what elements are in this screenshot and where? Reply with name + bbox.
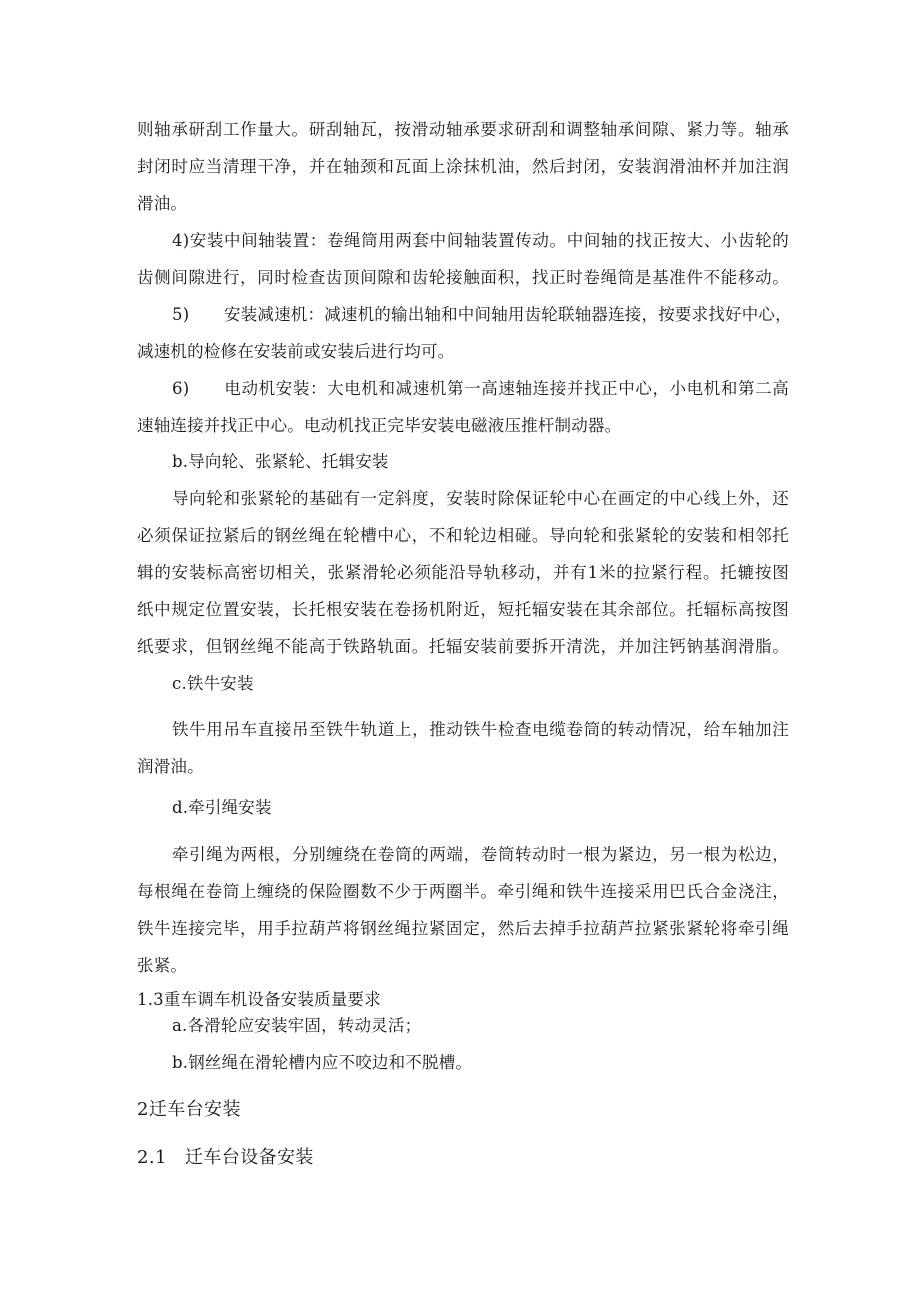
section-number: 2.1: [137, 1147, 167, 1168]
list-item: a.各滑轮应安装牢固，转动灵活；: [172, 1016, 422, 1035]
paragraph-line: 润滑油。: [137, 757, 204, 776]
item-text: 电动机安装：大电机和减速机第一高速轴连接并找正中心，小电机和第二高: [224, 379, 789, 398]
numbered-item: [172, 377, 789, 401]
paragraph-line: 铁牛用吊车直接吊至铁牛轨道上，推动铁牛检查电缆卷筒的转动情况，给车轴加注: [172, 720, 789, 739]
section-heading-1-3: 1.3重车调车机设备安装质量要求: [137, 990, 381, 1009]
item-number: 5): [172, 305, 190, 324]
section-heading-2: 2迁车台安装: [137, 1099, 241, 1120]
subsection-heading: d.牵引绳安装: [172, 798, 272, 817]
section-title: 迁车台设备安装: [185, 1147, 314, 1168]
section-heading-2-1: [137, 1146, 314, 1170]
paragraph-line: 封闭时应当清理干净，并在轴颈和瓦面上涂抹机油，然后封闭，安装润滑油杯并加注润: [137, 157, 789, 176]
paragraph-line: 则轴承研刮工作量大。研刮轴瓦，按滑动轴承要求研刮和调整轴承间隙、紧力等。轴承: [137, 120, 789, 139]
item-text: 安装减速机：减速机的输出轴和中间轴用齿轮联轴器连接，按要求找好中心，: [224, 305, 792, 324]
paragraph-line: 每根绳在卷筒上缠绕的保险圈数不少于两圈半。牵引绳和铁牛连接采用巴氏合金浇注，: [137, 882, 789, 901]
paragraph-line: 滑油。: [137, 194, 188, 213]
paragraph-line: 铁牛连接完毕，用手拉葫芦将钢丝绳拉紧固定，然后去掉手拉葫芦拉紧张紧轮将牵引绳: [137, 919, 789, 938]
paragraph-line: 4)安装中间轴装置：卷绳筒用两套中间轴装置传动。中间轴的找正按大、小齿轮的: [172, 231, 789, 250]
paragraph-line: 张紧。: [137, 956, 188, 975]
list-item: b.钢丝绳在滑轮槽内应不咬边和不脱槽。: [172, 1053, 473, 1072]
paragraph-line: 减速机的检修在安装前或安装后进行均可。: [137, 342, 455, 361]
paragraph-line: 辑的安装标高密切相关，张紧滑轮必须能沿导轨移动，并有1米的拉紧行程。托辘按图: [137, 563, 789, 582]
paragraph-line: 纸中规定位置安装，长托根安装在卷扬机附近，短托辐安装在其余部位。托辐标高按图: [137, 600, 789, 619]
paragraph-line: 齿侧间隙进行，同时检查齿顶间隙和齿轮接触面积，找正时卷绳筒是基准件不能移动。: [137, 268, 789, 287]
paragraph-line: 导向轮和张紧轮的基础有一定斜度，安装时除保证轮中心在画定的中心线上外，还: [172, 489, 789, 508]
subsection-heading: c.铁牛安装: [172, 674, 254, 693]
paragraph-line: 速轴连接并找正中心。电动机找正完毕安装电磁液压推杆制动器。: [137, 416, 622, 435]
numbered-item: [172, 303, 792, 327]
paragraph-line: 纸要求，但钢丝绳不能高于铁路轨面。托辐安装前要拆开清洗，并加注钙钠基润滑脂。: [137, 637, 789, 656]
subsection-heading: b.导向轮、张紧轮、托辑安装: [172, 452, 389, 471]
paragraph-line: 牵引绳为两根，分别缠绕在卷筒的两端，卷筒转动时一根为紧边，另一根为松边，: [172, 845, 789, 864]
paragraph-line: 必须保证拉紧后的钢丝绳在轮槽中心，不和轮边相碰。导向轮和张紧轮的安装和相邻托: [137, 526, 789, 545]
item-number: 6): [172, 379, 190, 398]
